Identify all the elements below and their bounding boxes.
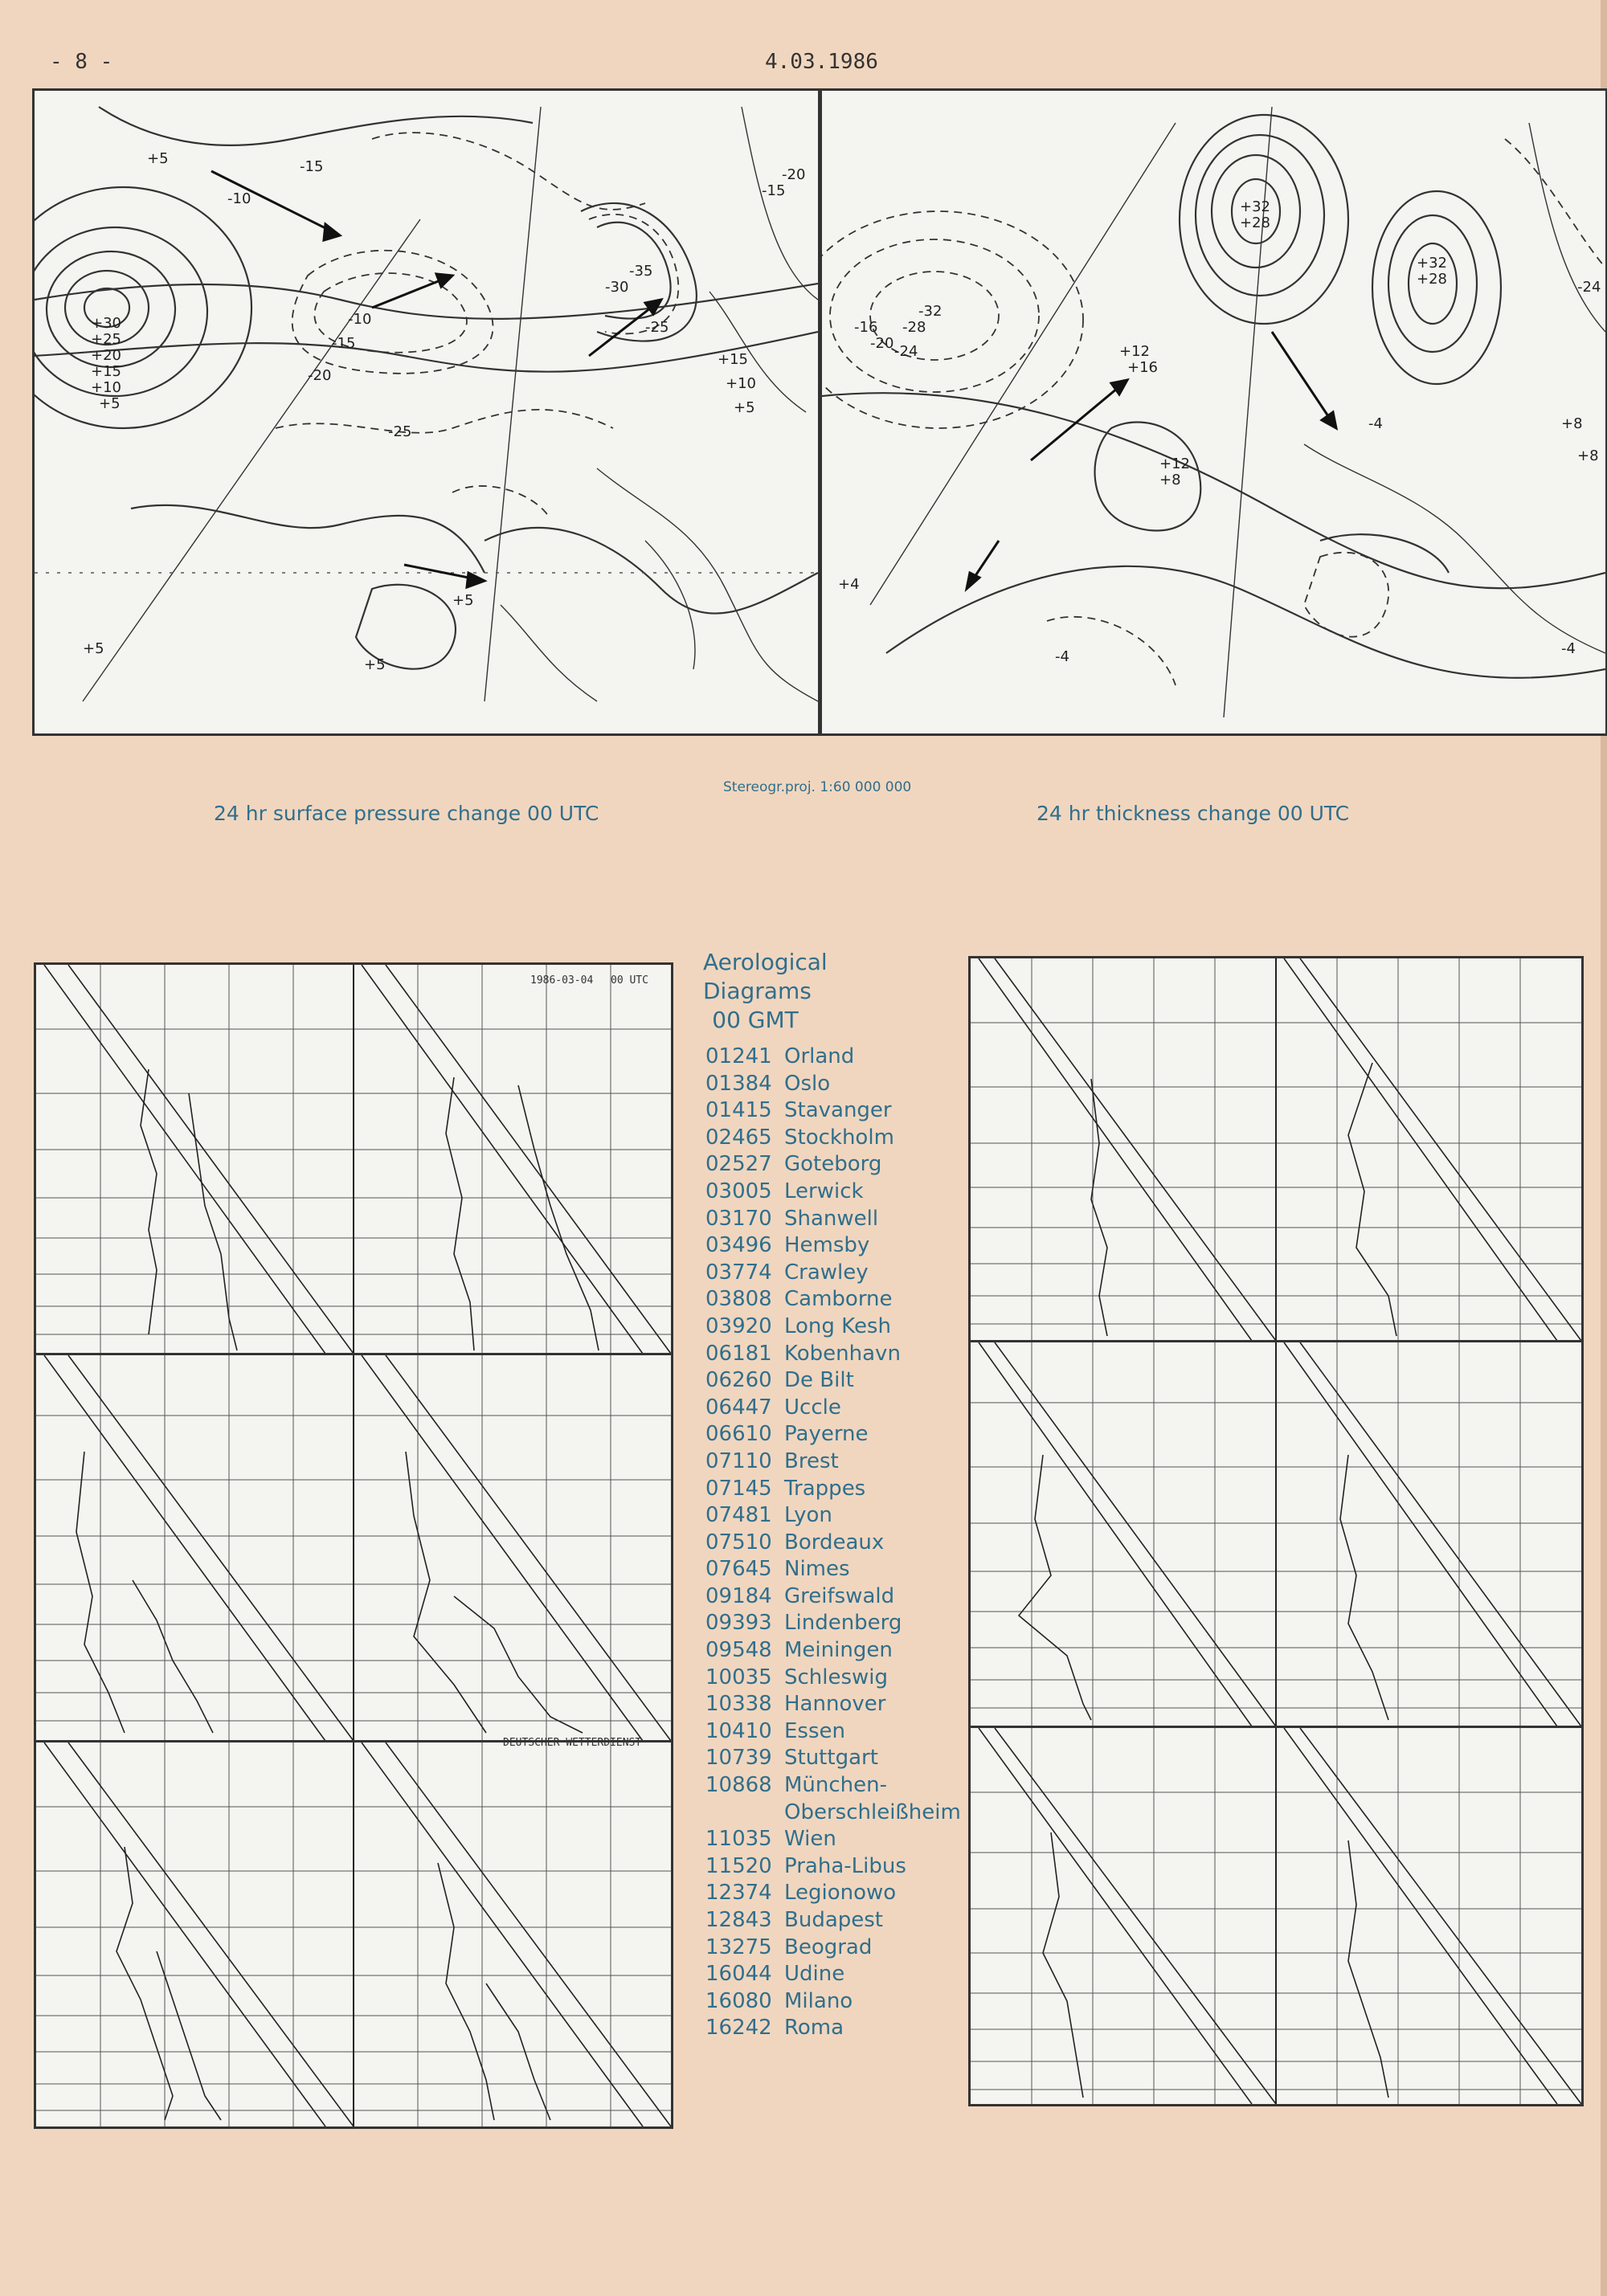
station-row (705, 1503, 961, 1530)
station-name: Greifswald (784, 1583, 895, 1608)
aero-title-line3: 00 GMT (712, 1007, 799, 1033)
aero-diagram-drawing (971, 958, 1581, 1341)
svg-text:-32: -32 (918, 303, 943, 320)
station-id: 03496 (705, 1233, 772, 1258)
station-name: Wien (784, 1827, 836, 1852)
svg-text:-4: -4 (1368, 415, 1383, 432)
svg-text:-24: -24 (894, 343, 918, 360)
station-name: Essen (784, 1718, 845, 1743)
station-id: 07145 (705, 1476, 772, 1501)
svg-text:-20: -20 (870, 335, 894, 352)
station-name: Lindenberg (784, 1611, 902, 1636)
station-name: Trappes (784, 1476, 866, 1501)
station-id: 07645 (705, 1557, 772, 1582)
svg-text:+16: +16 (1127, 359, 1158, 376)
station-id: 06260 (705, 1368, 772, 1393)
station-name: Long Kesh (784, 1313, 891, 1338)
station-name: Nimes (784, 1557, 850, 1582)
station-row (705, 1881, 961, 1908)
svg-text:-10: -10 (348, 311, 372, 328)
station-name: De Bilt (784, 1368, 854, 1393)
station-id: 03920 (705, 1313, 772, 1338)
svg-text:+10: +10 (726, 375, 756, 392)
svg-text:-28: -28 (902, 319, 926, 336)
station-id: 12374 (705, 1881, 772, 1906)
station-row (705, 1854, 961, 1881)
thickness-caption: 24 hr thickness change 00 UTC (1037, 802, 1350, 825)
station-row (705, 1557, 961, 1584)
station-name: Legionowo (784, 1881, 897, 1906)
station-id: 13275 (705, 1934, 772, 1959)
svg-text:-10: -10 (227, 190, 251, 207)
station-id: 12843 (705, 1908, 772, 1932)
station-id: 01384 (705, 1071, 772, 1096)
station-row (705, 1072, 961, 1099)
svg-text:-15: -15 (300, 158, 324, 175)
station-name: Roma (784, 2016, 844, 2041)
station-id: 06447 (705, 1395, 772, 1420)
station-id: 06610 (705, 1422, 772, 1447)
station-row (705, 1314, 961, 1342)
aero-diagram-right-bottom (968, 1726, 1584, 2106)
station-name: Milano (784, 1988, 853, 2013)
station-name: Crawley (784, 1260, 869, 1285)
svg-text:+5: +5 (452, 592, 474, 609)
station-id: 03005 (705, 1179, 772, 1203)
station-row (705, 1395, 961, 1423)
station-name: Kobenhavn (784, 1341, 901, 1366)
station-id: 03170 (705, 1206, 772, 1231)
svg-text:+32: +32 (1417, 255, 1447, 272)
svg-text:+20: +20 (91, 347, 121, 364)
station-row (705, 1773, 961, 1800)
station-id: 03808 (705, 1287, 772, 1312)
station-id: 07481 (705, 1503, 772, 1528)
diagram-date-label: 1986-03-04 (530, 974, 594, 987)
station-row (705, 1719, 961, 1747)
svg-text:+32: +32 (1240, 198, 1270, 215)
station-name: Orland (784, 1044, 855, 1068)
station-row (705, 1233, 961, 1260)
station-row (705, 1908, 961, 1935)
svg-text:-15: -15 (332, 335, 356, 352)
station-id: 02527 (705, 1152, 772, 1177)
svg-text:+15: +15 (91, 363, 121, 380)
svg-text:+5: +5 (99, 395, 121, 412)
station-id: 01241 (705, 1044, 772, 1068)
svg-text:+25: +25 (91, 331, 121, 348)
station-row (705, 1342, 961, 1369)
aero-diagram-drawing (36, 1355, 671, 1741)
diagram-issuer-label: DEUTSCHER WETTERDIENST (503, 1737, 642, 1749)
svg-text:+15: +15 (718, 351, 748, 368)
station-row (705, 1638, 961, 1665)
svg-text:+5: +5 (147, 150, 169, 167)
station-name: Udine (784, 1962, 845, 1987)
svg-text:+4: +4 (838, 576, 860, 593)
aero-title-line2: Diagrams (703, 978, 812, 1004)
aero-title-line1: Aerological (703, 949, 828, 975)
svg-text:-15: -15 (762, 182, 786, 199)
station-id: 10035 (705, 1665, 772, 1689)
station-row (705, 1260, 961, 1288)
station-name: Uccle (784, 1395, 841, 1420)
station-name: Brest (784, 1448, 839, 1473)
surface-pressure-map-drawing (35, 91, 818, 733)
station-id: 09184 (705, 1583, 772, 1608)
projection-scale-label: Stereogr.proj. 1:60 000 000 (723, 779, 912, 795)
diagram-time-label: 00 UTC (611, 974, 648, 987)
station-id: 16242 (705, 2016, 772, 2041)
surface-pressure-change-map (32, 88, 820, 736)
station-name: Shanwell (784, 1206, 879, 1231)
station-row (705, 1368, 961, 1395)
station-name: Hannover (784, 1692, 886, 1717)
station-name: Meiningen (784, 1638, 893, 1663)
station-id: 03774 (705, 1260, 772, 1285)
station-id: 10739 (705, 1746, 772, 1771)
station-id: 09393 (705, 1611, 772, 1636)
station-id: 07110 (705, 1448, 772, 1473)
station-row (705, 1935, 961, 1963)
station-name: Camborne (784, 1287, 893, 1312)
svg-text:+30: +30 (91, 315, 121, 332)
station-id: 16044 (705, 1962, 772, 1987)
station-list (705, 1044, 961, 2043)
station-id: 01415 (705, 1098, 772, 1123)
station-name: Beograd (784, 1934, 873, 1959)
aero-diagram-drawing (971, 1342, 1581, 1726)
svg-text:-4: -4 (1561, 640, 1576, 657)
station-row (705, 1152, 961, 1179)
page-date: 4.03.1986 (765, 50, 878, 74)
station-name: München- (784, 1773, 888, 1798)
station-row (705, 1207, 961, 1234)
svg-text:+12: +12 (1119, 343, 1150, 360)
svg-text:+28: +28 (1240, 214, 1270, 231)
aerological-title (703, 948, 828, 1035)
svg-text:+5: +5 (734, 399, 755, 416)
page-number: - 8 - (50, 50, 113, 74)
surface-pressure-caption: 24 hr surface pressure change 00 UTC (214, 802, 599, 825)
station-id: 07510 (705, 1530, 772, 1554)
aero-diagram-right-middle (968, 1340, 1584, 1729)
svg-text:+8: +8 (1577, 447, 1599, 464)
aero-diagram-left-middle (34, 1353, 673, 1743)
station-name: Goteborg (784, 1152, 882, 1177)
svg-text:-4: -4 (1055, 648, 1069, 665)
svg-text:-20: -20 (782, 166, 806, 183)
svg-text:-25: -25 (645, 319, 669, 336)
station-row (705, 1530, 961, 1558)
station-name: Stuttgart (784, 1746, 878, 1771)
svg-text:-20: -20 (308, 367, 332, 384)
station-id: 10868 (705, 1773, 772, 1798)
svg-text:+28: +28 (1417, 271, 1447, 288)
station-id: 11520 (705, 1853, 772, 1878)
station-id: 02465 (705, 1125, 772, 1150)
station-row (705, 1584, 961, 1612)
thickness-change-map (820, 88, 1607, 736)
station-row (705, 1449, 961, 1477)
station-row (705, 1827, 961, 1854)
station-id: 16080 (705, 1988, 772, 2013)
aero-diagram-left-bottom (34, 1740, 673, 2129)
svg-text:-16: -16 (854, 319, 878, 336)
svg-text:-24: -24 (1577, 279, 1601, 296)
station-name: Oslo (784, 1071, 831, 1096)
aero-diagram-drawing (971, 1728, 1581, 2104)
station-row (705, 1422, 961, 1449)
station-name: Hemsby (784, 1233, 870, 1258)
station-row (705, 1098, 961, 1126)
station-name-continuation: Oberschleißheim (784, 1800, 961, 1824)
svg-text:-25: -25 (388, 423, 412, 440)
svg-text:-35: -35 (629, 263, 653, 280)
station-row (705, 2016, 961, 2043)
station-id: 10338 (705, 1692, 772, 1717)
svg-text:-30: -30 (605, 279, 629, 296)
station-row (705, 1989, 961, 2016)
svg-text:+8: +8 (1159, 472, 1181, 488)
station-row (705, 1179, 961, 1207)
station-id: 09548 (705, 1638, 772, 1663)
station-row (705, 1477, 961, 1504)
aero-diagram-right-top (968, 956, 1584, 1343)
station-row (705, 1287, 961, 1314)
station-row (705, 1126, 961, 1153)
station-name: Payerne (784, 1422, 869, 1447)
thickness-map-drawing (822, 91, 1605, 733)
station-row (705, 1044, 961, 1072)
station-row (705, 1665, 961, 1693)
station-row (705, 1692, 961, 1719)
station-row (705, 1746, 961, 1773)
station-name: Stockholm (784, 1125, 894, 1150)
aero-diagram-drawing (36, 1742, 671, 2126)
aero-diagram-left-top (34, 962, 673, 1356)
station-name: Praha-Libus (784, 1853, 906, 1878)
station-name: Lyon (784, 1503, 832, 1528)
station-id: 06181 (705, 1341, 772, 1366)
station-row (705, 1962, 961, 1989)
station-name: Stavanger (784, 1098, 892, 1123)
station-name: Bordeaux (784, 1530, 885, 1554)
station-id: 11035 (705, 1827, 772, 1852)
station-id: 10410 (705, 1718, 772, 1743)
svg-text:+5: +5 (83, 640, 104, 657)
station-name: Schleswig (784, 1665, 889, 1689)
svg-text:+10: +10 (91, 379, 121, 396)
station-name: Lerwick (784, 1179, 864, 1203)
svg-text:+12: +12 (1159, 456, 1190, 472)
aero-diagram-drawing (36, 965, 671, 1354)
svg-text:+5: +5 (364, 656, 386, 673)
station-row (705, 1611, 961, 1638)
station-name: Budapest (784, 1908, 883, 1932)
svg-text:+8: +8 (1561, 415, 1583, 432)
